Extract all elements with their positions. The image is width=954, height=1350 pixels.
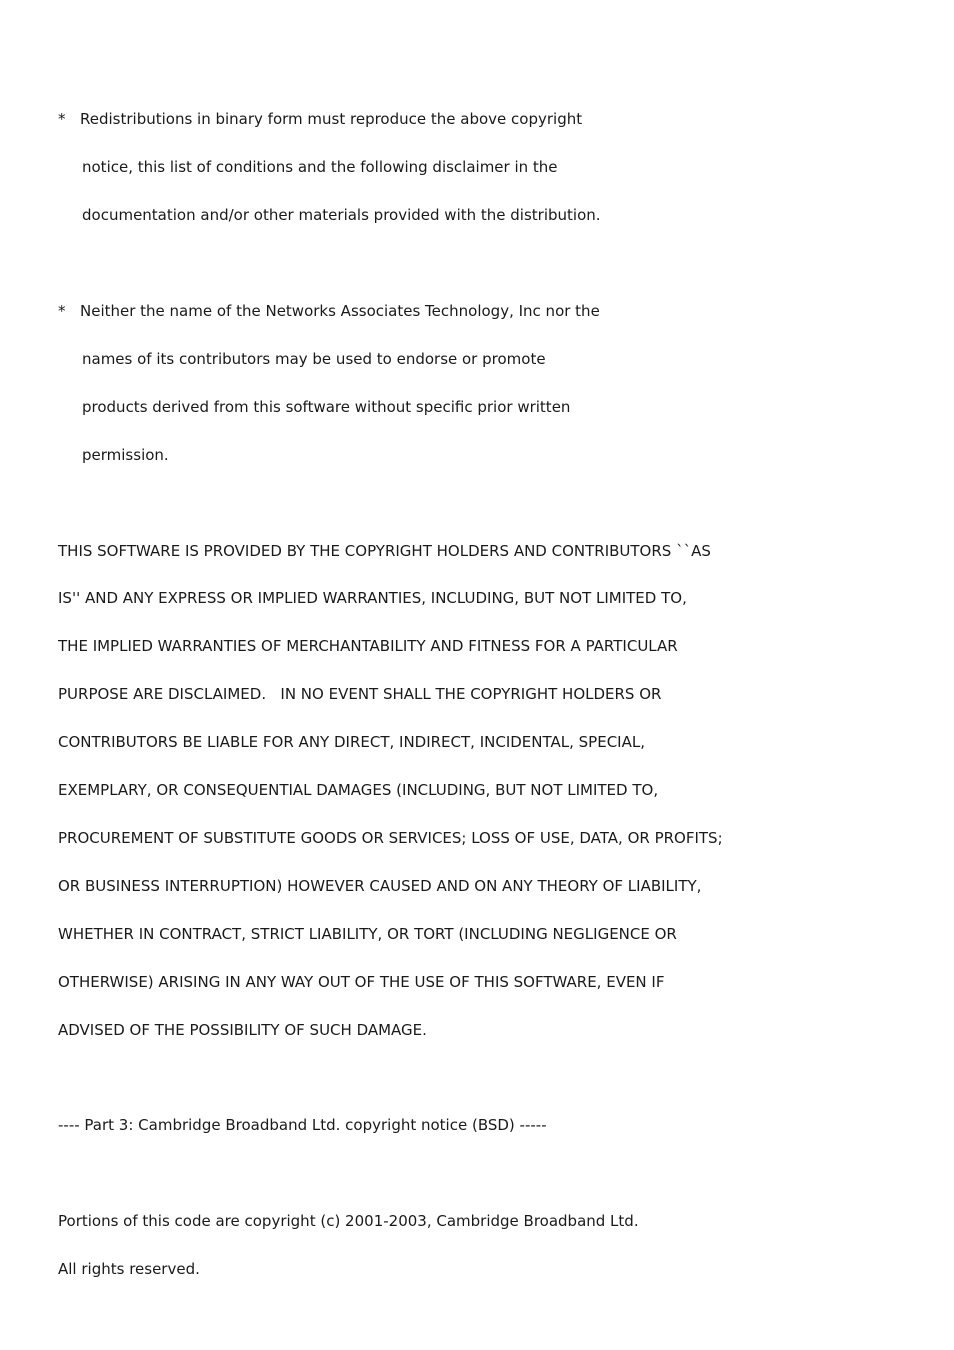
rights-reserved-line: All rights reserved. [58,1260,200,1278]
disclaimer-line: CONTRIBUTORS BE LIABLE FOR ANY DIRECT, INDIRECT, INCIDENTAL, SPECIAL, [58,733,645,751]
bullet-2-line-3: products derived from this software without specific prior written [82,398,571,416]
bullet-1-line-1: Redistributions in binary form must reproduce the above copyright [80,110,583,128]
disclaimer-line: WHETHER IN CONTRACT, STRICT LIABILITY, OR TORT (INCLUDING NEGLIGENCE OR [58,925,677,943]
portions-copyright-line: Portions of this code are copyright (c) 2001-2003, Cambridge Broadband Ltd. [58,1212,639,1230]
disclaimer-line: THIS SOFTWARE IS PROVIDED BY THE COPYRIGHT HOLDERS AND CONTRIBUTORS ``AS [58,542,711,560]
disclaimer-line: OTHERWISE) ARISING IN ANY WAY OUT OF THE USE OF THIS SOFTWARE, EVEN IF [58,973,665,991]
disclaimer-line: THE IMPLIED WARRANTIES OF MERCHANTABILITY AND FITNESS FOR A PARTICULAR [58,637,678,655]
disclaimer-line: ADVISED OF THE POSSIBILITY OF SUCH DAMAGE. [58,1021,427,1039]
part3-heading: ---- Part 3: Cambridge Broadband Ltd. copyright notice (BSD) ----- [58,1116,547,1134]
bullet-marker: * [58,110,66,128]
disclaimer-line: IS'' AND ANY EXPRESS OR IMPLIED WARRANTIES, INCLUDING, BUT NOT LIMITED TO, [58,589,687,607]
bullet-2-line-2: names of its contributors may be used to endorse or promote [82,350,546,368]
bullet-2-line-4: permission. [82,446,169,464]
bullet-1-line-2: notice, this list of conditions and the following disclaimer in the [82,158,558,176]
disclaimer-line: OR BUSINESS INTERRUPTION) HOWEVER CAUSED AND ON ANY THEORY OF LIABILITY, [58,877,702,895]
bullet-marker: * [58,302,66,320]
bullet-1-line-3: documentation and/or other materials provided with the distribution. [82,206,601,224]
bullet-2-line-1: Neither the name of the Networks Associates Technology, Inc nor the [80,302,600,320]
disclaimer-line: PROCUREMENT OF SUBSTITUTE GOODS OR SERVICES; LOSS OF USE, DATA, OR PROFITS; [58,829,723,847]
disclaimer-line: EXEMPLARY, OR CONSEQUENTIAL DAMAGES (INCLUDING, BUT NOT LIMITED TO, [58,781,659,799]
disclaimer-line: PURPOSE ARE DISCLAIMED. IN NO EVENT SHALL THE COPYRIGHT HOLDERS OR [58,685,662,703]
